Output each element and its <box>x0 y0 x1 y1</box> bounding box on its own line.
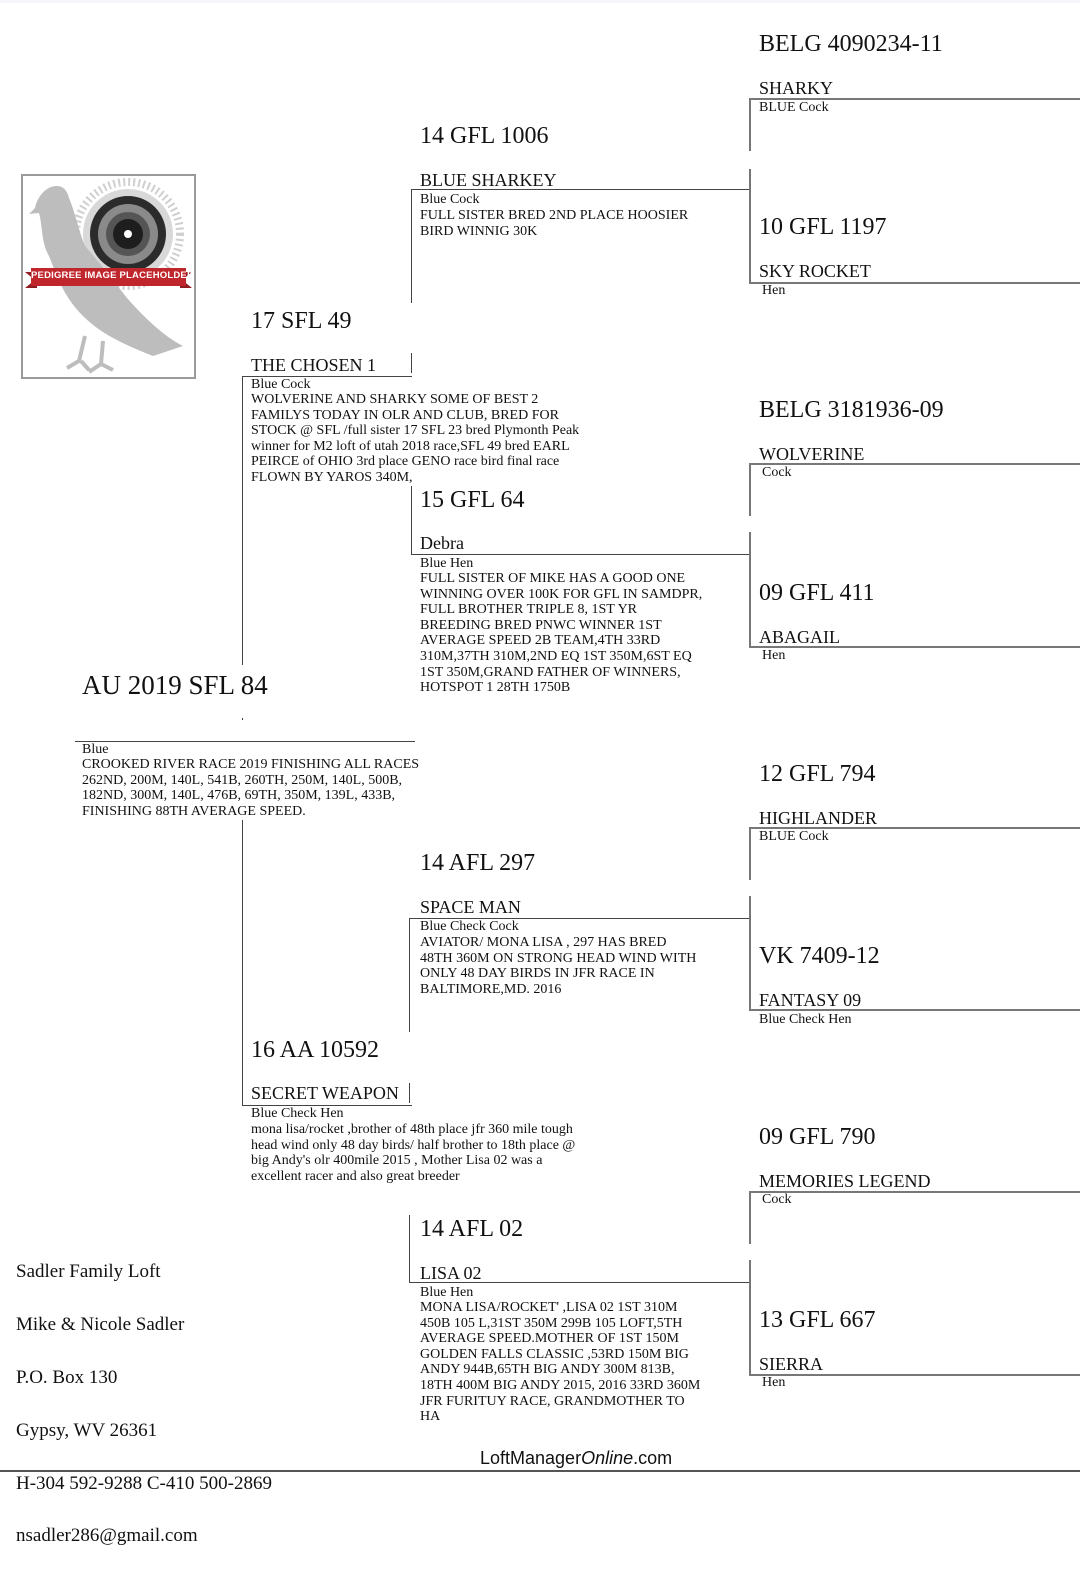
subject-band: AU 2019 SFL 84 <box>82 670 268 700</box>
owner-email[interactable]: nsadler286@gmail.com <box>16 1525 198 1547</box>
sire-sire-name: BLUE SHARKEY <box>420 170 557 190</box>
sire-sire-color-sex: Blue Cock <box>420 192 480 207</box>
connector-sd-line <box>411 554 750 555</box>
dam-name: SECRET WEAPON <box>251 1083 399 1103</box>
connector-subject-line <box>75 741 415 742</box>
gg2-color-sex: Hen <box>762 283 786 298</box>
dam-dam-band: 14 AFL 02 <box>420 1216 524 1242</box>
sire-name: THE CHOSEN 1 <box>251 355 376 375</box>
connector-gg3 <box>749 464 751 516</box>
sire-dam-color-sex: Blue Hen <box>420 556 474 571</box>
connector-gg7-line <box>749 1191 1080 1193</box>
owner-address1: P.O. Box 130 <box>16 1367 118 1389</box>
dam-dam-color-sex: Blue Hen <box>420 1285 474 1300</box>
pedigree-image-placeholder <box>21 174 196 379</box>
brand-prefix: LoftManager <box>480 1448 582 1468</box>
gg8-color-sex: Hen <box>762 1375 786 1390</box>
gg1-color-sex: BLUE Cock <box>759 100 829 115</box>
connector-dam-tick <box>409 1083 410 1103</box>
gg1-band: BELG 4090234-11 <box>759 31 943 57</box>
gg2-band: 10 GFL 1197 <box>759 214 887 240</box>
gg5-name: HIGHLANDER <box>759 808 877 828</box>
gg5-color-sex: BLUE Cock <box>759 829 829 844</box>
sire-sire-notes: FULL SISTER BRED 2ND PLACE HOOSIER BIRD WINNIG 30K <box>420 208 689 239</box>
owner-loft: Sadler Family Loft <box>16 1261 161 1283</box>
dam-sire-name: SPACE MAN <box>420 897 521 917</box>
gg8-name: SIERRA <box>759 1354 824 1374</box>
gg4-name: ABAGAIL <box>759 627 840 647</box>
sire-sire-band: 14 GFL 1006 <box>420 123 549 149</box>
subject-notes: CROOKED RIVER RACE 2019 FINISHING ALL RACES 262ND, 200M, 140L, 541B, 260TH, 250M, 140L, 500B, 182ND, 300M, 140L, 476B, 69TH, 350M, 139L, 433B, FINISHING 88TH AVERAGE SPEED. <box>82 757 420 819</box>
gg6-color-sex: Blue Check Hen <box>759 1012 852 1027</box>
connector-dot <box>242 718 243 720</box>
connector-subject-sire <box>242 377 243 665</box>
owner-phones: H-304 592-9288 C-410 500-2869 <box>16 1472 272 1494</box>
sire-color-sex: Blue Cock <box>251 377 311 392</box>
gg3-color-sex: Cock <box>762 465 792 480</box>
dam-sire-band: 14 AFL 297 <box>420 850 536 876</box>
connector-sire-sire <box>411 189 412 303</box>
dam-sire-notes: AVIATOR/ MONA LISA , 297 HAS BRED 48TH 360M ON STRONG HEAD WIND WITH ONLY 48 DAY BIRDS IN JFR RACE IN BALTIMORE,MD. 2016 <box>420 935 697 997</box>
dam-band: 16 AA 10592 <box>251 1037 380 1063</box>
connector-dam-sire <box>409 918 410 1032</box>
gg1-name: SHARKY <box>759 78 834 98</box>
connector-gg4 <box>749 532 751 647</box>
gg4-color-sex: Hen <box>762 648 786 663</box>
dam-color-sex: Blue Check Hen <box>251 1106 344 1121</box>
owner-address2: Gypsy, WV 26361 <box>16 1419 158 1441</box>
connector-gg8 <box>749 1260 751 1375</box>
dam-dam-notes: MONA LISA/ROCKET' ,LISA 02 1ST 310M 450B 105 L,31ST 350M 299B 105 LOFT,5TH AVERAGE SPEED.MOTHER OF 1ST 150M GOLDEN FALLS CLASSIC ,53RD 150M BIG ANDY 944B,65TH BIG ANDY 300M 813B, 18TH 400M BIG ANDY 2015, 2016 33RD 360M JFR FURITUY RACE, GRANDMOTHER TO HA <box>420 1300 701 1425</box>
gg7-band: 09 GFL 790 <box>759 1124 876 1150</box>
connector-gg2 <box>749 169 751 283</box>
gg6-band: VK 7409-12 <box>759 943 880 969</box>
brand-suffix: .com <box>633 1448 673 1468</box>
sire-band: 17 SFL 49 <box>251 308 352 334</box>
gg8-band: 13 GFL 667 <box>759 1307 876 1333</box>
gg3-band: BELG 3181936-09 <box>759 397 944 423</box>
owner-contact <box>16 1233 272 1576</box>
gg7-name: MEMORIES LEGEND <box>759 1171 931 1191</box>
connector-subject-dam <box>242 820 243 1106</box>
connector-gg6 <box>749 896 751 1010</box>
connector-sire-dam <box>411 486 412 554</box>
gg6-name: FANTASY 09 <box>759 990 862 1010</box>
connector-gg8-line <box>749 1374 1080 1376</box>
footer-rule <box>0 1470 1080 1472</box>
dam-notes: mona lisa/rocket ,brother of 48th place jfr 360 mile tough head wind only 48 day birds/ half brother to 18th place @ big Andy's olr 400mile 2015 , Mother Lisa 02 was a excellent racer and also great breeder <box>251 1122 576 1184</box>
top-edge <box>0 0 1080 3</box>
brand-italic: Online <box>581 1448 634 1468</box>
connector-gg5 <box>749 828 751 880</box>
gg5-band: 12 GFL 794 <box>759 761 876 787</box>
connector-gg2-line <box>749 282 1080 284</box>
sire-dam-notes: FULL SISTER OF MIKE HAS A GOOD ONE WINNING OVER 100K FOR GFL IN SAMDPR, FULL BROTHER TRIPLE 8, 1ST YR BREEDING BRED PNWC WINNER 1ST AVERAGE SPEED 2B TEAM,4TH 33RD 310M,37TH 310M,2ND EQ 1ST 350M,6ST EQ 1ST 350M,GRAND FATHER OF WINNERS, HOTSPOT 1 28TH 1750B <box>420 571 703 696</box>
gg3-name: WOLVERINE <box>759 444 865 464</box>
dam-sire-color-sex: Blue Check Cock <box>420 919 519 934</box>
gg7-color-sex: Cock <box>762 1192 792 1207</box>
placeholder-label: PEDIGREE IMAGE PLACEHOLDER <box>31 270 195 281</box>
sire-notes: WOLVERINE AND SHARKY SOME OF BEST 2 FAMILYS TODAY IN OLR AND CLUB, BRED FOR STOCK @ SFL /full sister 17 SFL 23 bred Plymonth Peak winner for M2 loft of utah 2018 race,SFL 49 bred EARL PEIRCE of OHIO 3rd place GENO race bird final race FLOWN BY YAROS 340M, <box>251 392 580 485</box>
connector-gg7 <box>749 1192 751 1244</box>
gg2-name: SKY ROCKET <box>759 261 871 281</box>
sire-dam-band: 15 GFL 64 <box>420 487 525 513</box>
owner-names: Mike & Nicole Sadler <box>16 1314 185 1336</box>
sire-dam-name: Debra <box>420 533 464 553</box>
subject-color-sex: Blue <box>82 742 109 757</box>
connector-sire-tick <box>411 353 412 373</box>
footer-brand[interactable] <box>480 1448 672 1469</box>
dam-dam-name: LISA 02 <box>420 1263 482 1283</box>
connector-gg1 <box>749 99 751 151</box>
connector-dam-dam <box>409 1215 410 1283</box>
gg4-band: 09 GFL 411 <box>759 580 875 606</box>
